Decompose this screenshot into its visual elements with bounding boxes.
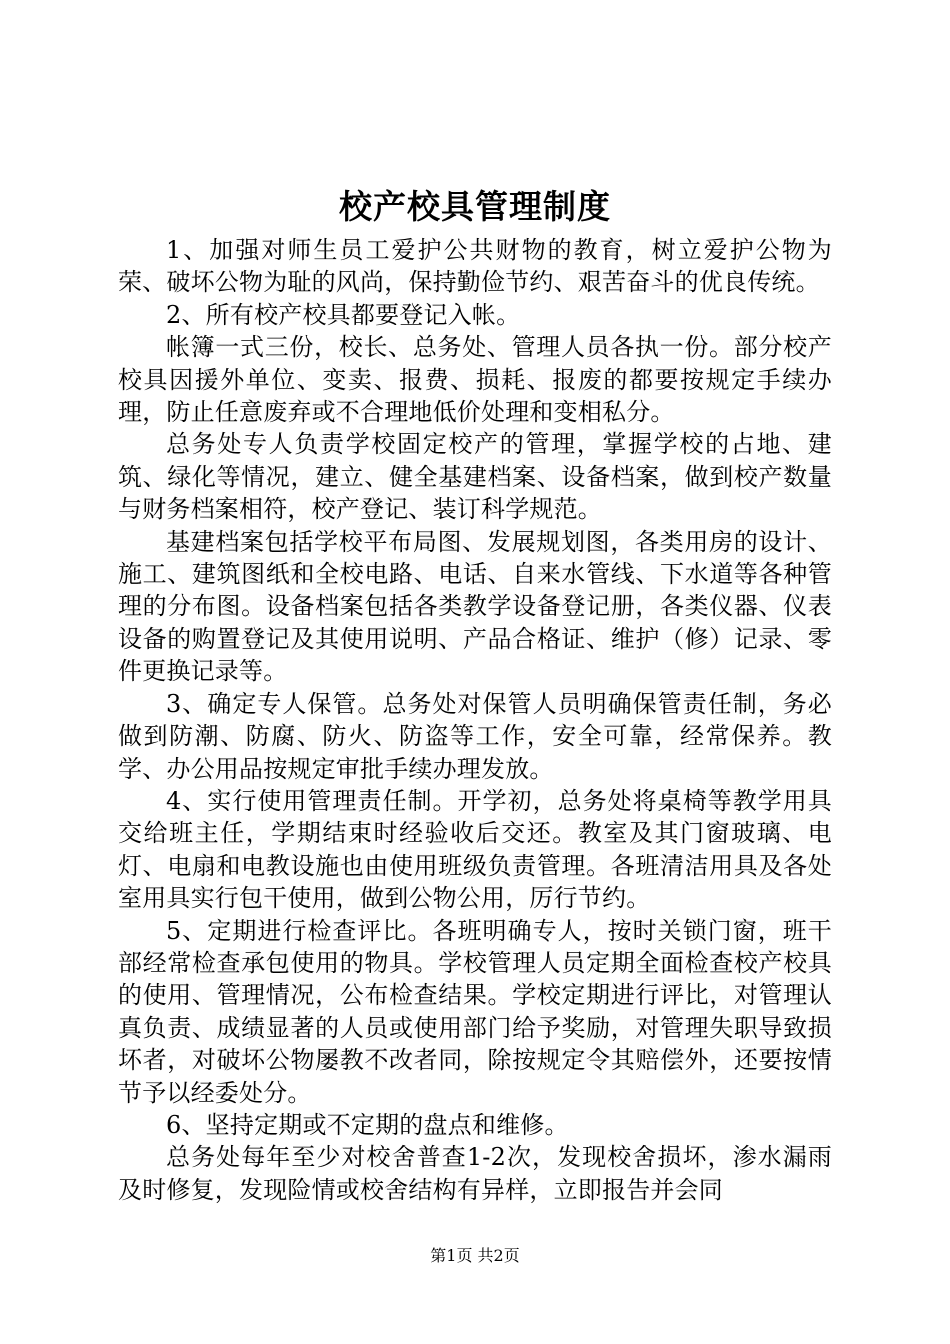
document-title: 校产校具管理制度 <box>339 187 611 226</box>
paragraph: 3、确定专人保管。总务处对保管人员明确保管责任制，务必做到防潮、防腐、防火、防盗等工作，安全可靠，经常保养。教学、办公用品按规定审批手续办理发放。 <box>118 689 832 783</box>
paragraph: 5、定期进行检查评比。各班明确专人，按时关锁门窗，班干部经常检查承包使用的物具。学校管理人员定期全面检查校产校具的使用、管理情况，公布检查结果。学校定期进行评比，对管理认真负责、成绩显著的人员或使用部门给予奖励，对管理失职导致损坏者，对破坏公物屡教不改者同，除按规定令其赔偿外，还要按情节予以经委处分。 <box>118 916 832 1107</box>
paragraph: 2、所有校产校具都要登记入帐。 <box>166 300 521 329</box>
document-body <box>118 234 832 1206</box>
paragraph: 总务处每年至少对校舍普查1-2次，发现校舍损坏，渗水漏雨及时修复，发现险情或校舍结构有异样，立即报告并会同 <box>118 1143 832 1204</box>
paragraph: 帐簿一式三份，校长、总务处、管理人员各执一份。部分校产校具因援外单位、变卖、报费、损耗、报废的都要按规定手续办理，防止任意废弃或不合理地低价处理和变相私分。 <box>118 333 832 427</box>
paragraph: 基建档案包括学校平布局图、发展规划图，各类用房的设计、施工、建筑图纸和全校电路、电话、自来水管线、下水道等各种管理的分布图。设备档案包括各类教学设备登记册，各类仪器、仪表设备的购置登记及其使用说明、产品合格证、维护（修）记录、零件更换记录等。 <box>118 527 832 686</box>
paragraph: 6、坚持定期或不定期的盘点和维修。 <box>166 1110 569 1139</box>
page-footer: 第1页 共2页 <box>430 1246 520 1265</box>
paragraph: 总务处专人负责学校固定校产的管理，掌握学校的占地、建筑、绿化等情况，建立、健全基建档案、设备档案，做到校产数量与财务档案相符，校产登记、装订科学规范。 <box>118 430 832 524</box>
paragraph: 1、加强对师生员工爱护公共财物的教育，树立爱护公物为荣、破坏公物为耻的风尚，保持勤俭节约、艰苦奋斗的优良传统。 <box>118 236 832 297</box>
paragraph: 4、实行使用管理责任制。开学初，总务处将桌椅等教学用具交给班主任，学期结束时经验收后交还。教室及其门窗玻璃、电灯、电扇和电教设施也由使用班级负责管理。各班清洁用具及各处室用具实行包干使用，做到公物公用，厉行节约。 <box>118 786 832 913</box>
